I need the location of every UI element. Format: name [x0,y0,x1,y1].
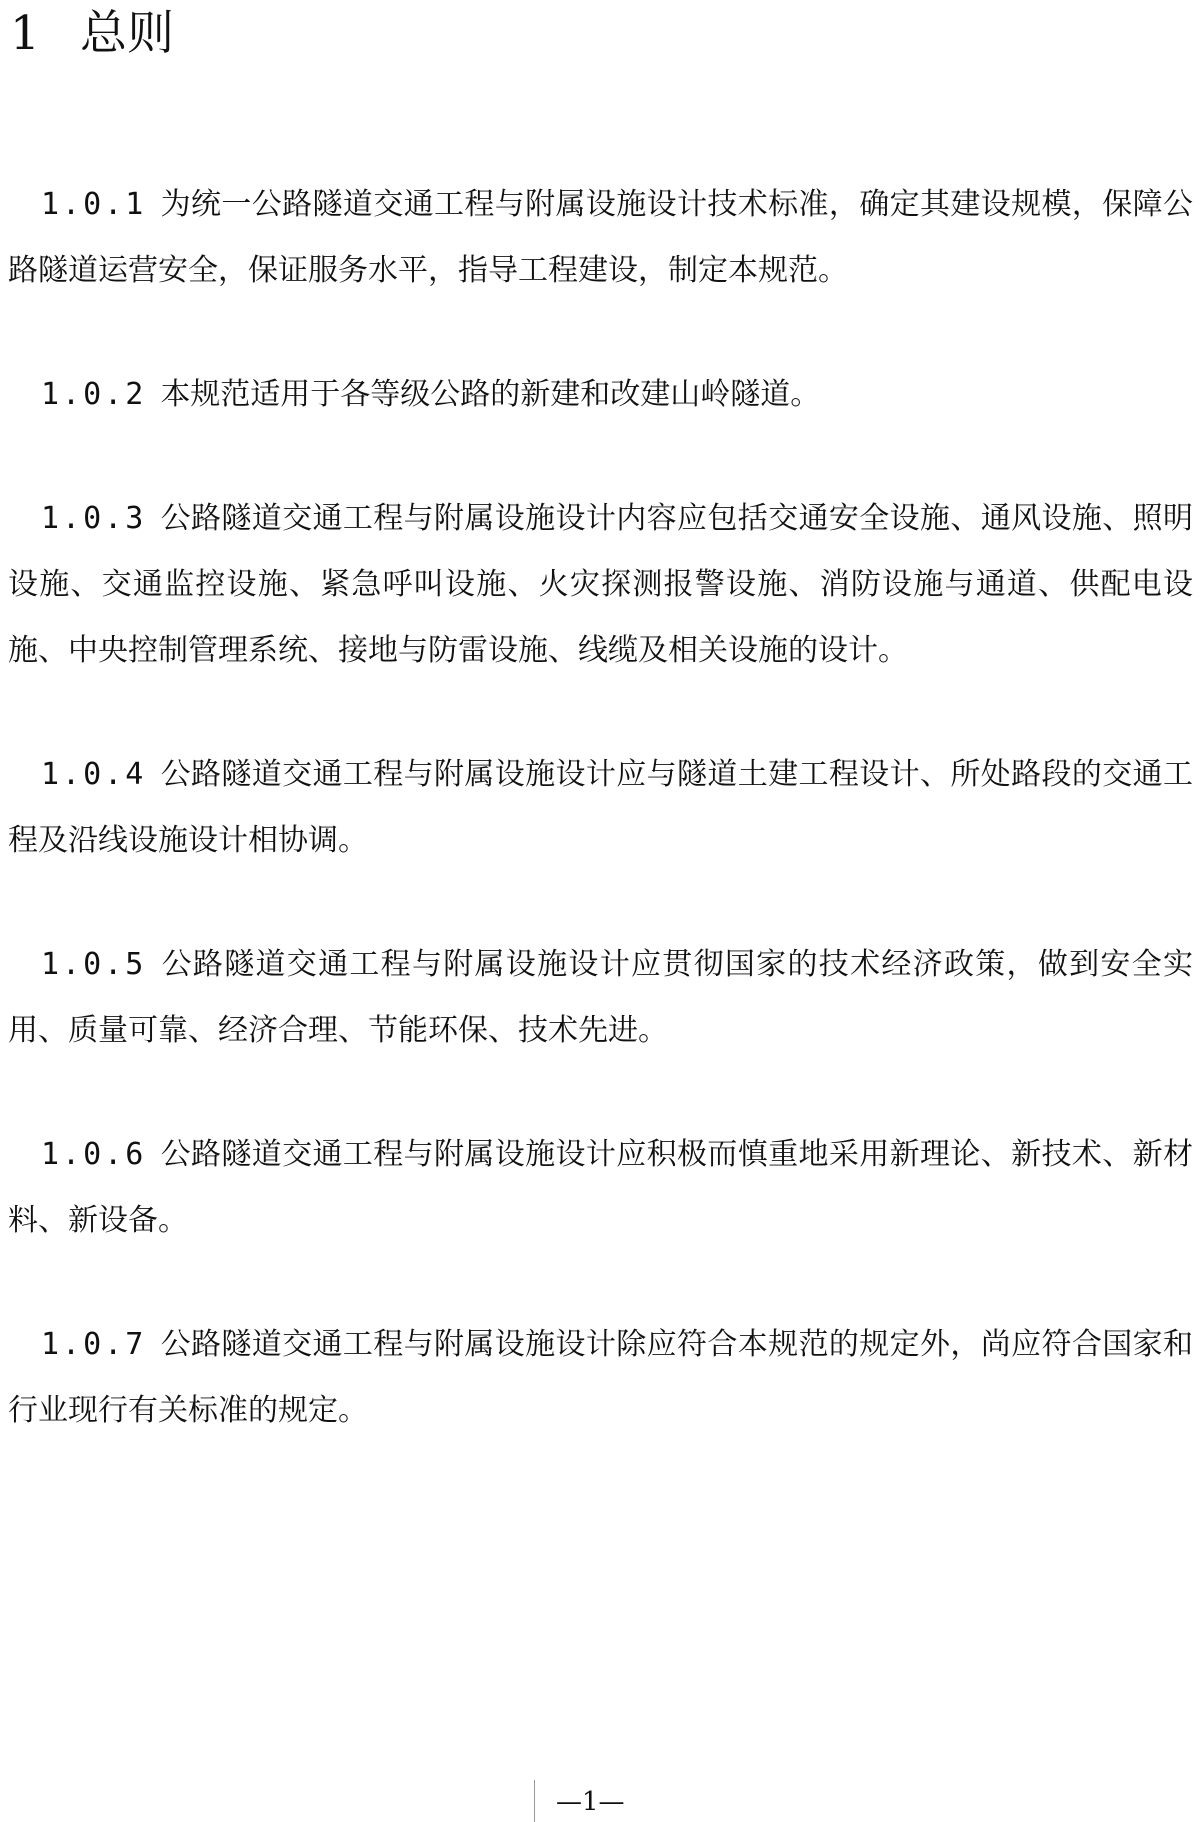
clause-list [8,172,1193,1502]
clause-1-0-2 [8,362,1193,428]
clause-number: 1.0.3 [41,501,147,536]
clause-text: 公路隧道交通工程与附属设施设计应与隧道土建工程设计、所处路段的交通工程及沿线设施设计相协调。 [8,757,1193,858]
clause-number: 1.0.2 [41,377,147,412]
clause-1-0-3 [8,486,1193,684]
clause-text: 公路隧道交通工程与附属设施设计应贯彻国家的技术经济政策，做到安全实用、质量可靠、经济合理、节能环保、技术先进。 [8,947,1193,1048]
clause-number: 1.0.1 [41,187,147,222]
clause-1-0-5 [8,932,1193,1064]
clause-1-0-7 [8,1312,1193,1444]
clause-number: 1.0.6 [41,1137,147,1172]
chapter-name: 总则 [80,6,174,61]
clause-number: 1.0.5 [41,947,147,982]
clause-1-0-6 [8,1122,1193,1254]
chapter-number: 1 [10,6,40,61]
clause-text: 公路隧道交通工程与附属设施设计除应符合本规范的规定外，尚应符合国家和行业现行有关标准的规定。 [8,1327,1193,1428]
clause-text: 公路隧道交通工程与附属设施设计应积极而慎重地采用新理论、新技术、新材料、新设备。 [8,1137,1193,1238]
clause-1-0-4 [8,742,1193,874]
chapter-title [10,2,174,66]
clause-text: 公路隧道交通工程与附属设施设计内容应包括交通安全设施、通风设施、照明设施、交通监控设施、紧急呼叫设施、火灾探测报警设施、消防设施与通道、供配电设施、中央控制管理系统、接地与防雷设施、线缆及相关设施的设计。 [8,501,1193,668]
clause-number: 1.0.4 [41,757,147,792]
page-number: —1— [556,1787,625,1817]
clause-text: 本规范适用于各等级公路的新建和改建山岭隧道。 [160,377,821,412]
footer-divider [534,1780,535,1822]
clause-1-0-1 [8,172,1193,304]
clause-number: 1.0.7 [41,1327,147,1362]
clause-text: 为统一公路隧道交通工程与附属设施设计技术标准，确定其建设规模，保障公路隧道运营安全，保证服务水平，指导工程建设，制定本规范。 [8,187,1193,288]
